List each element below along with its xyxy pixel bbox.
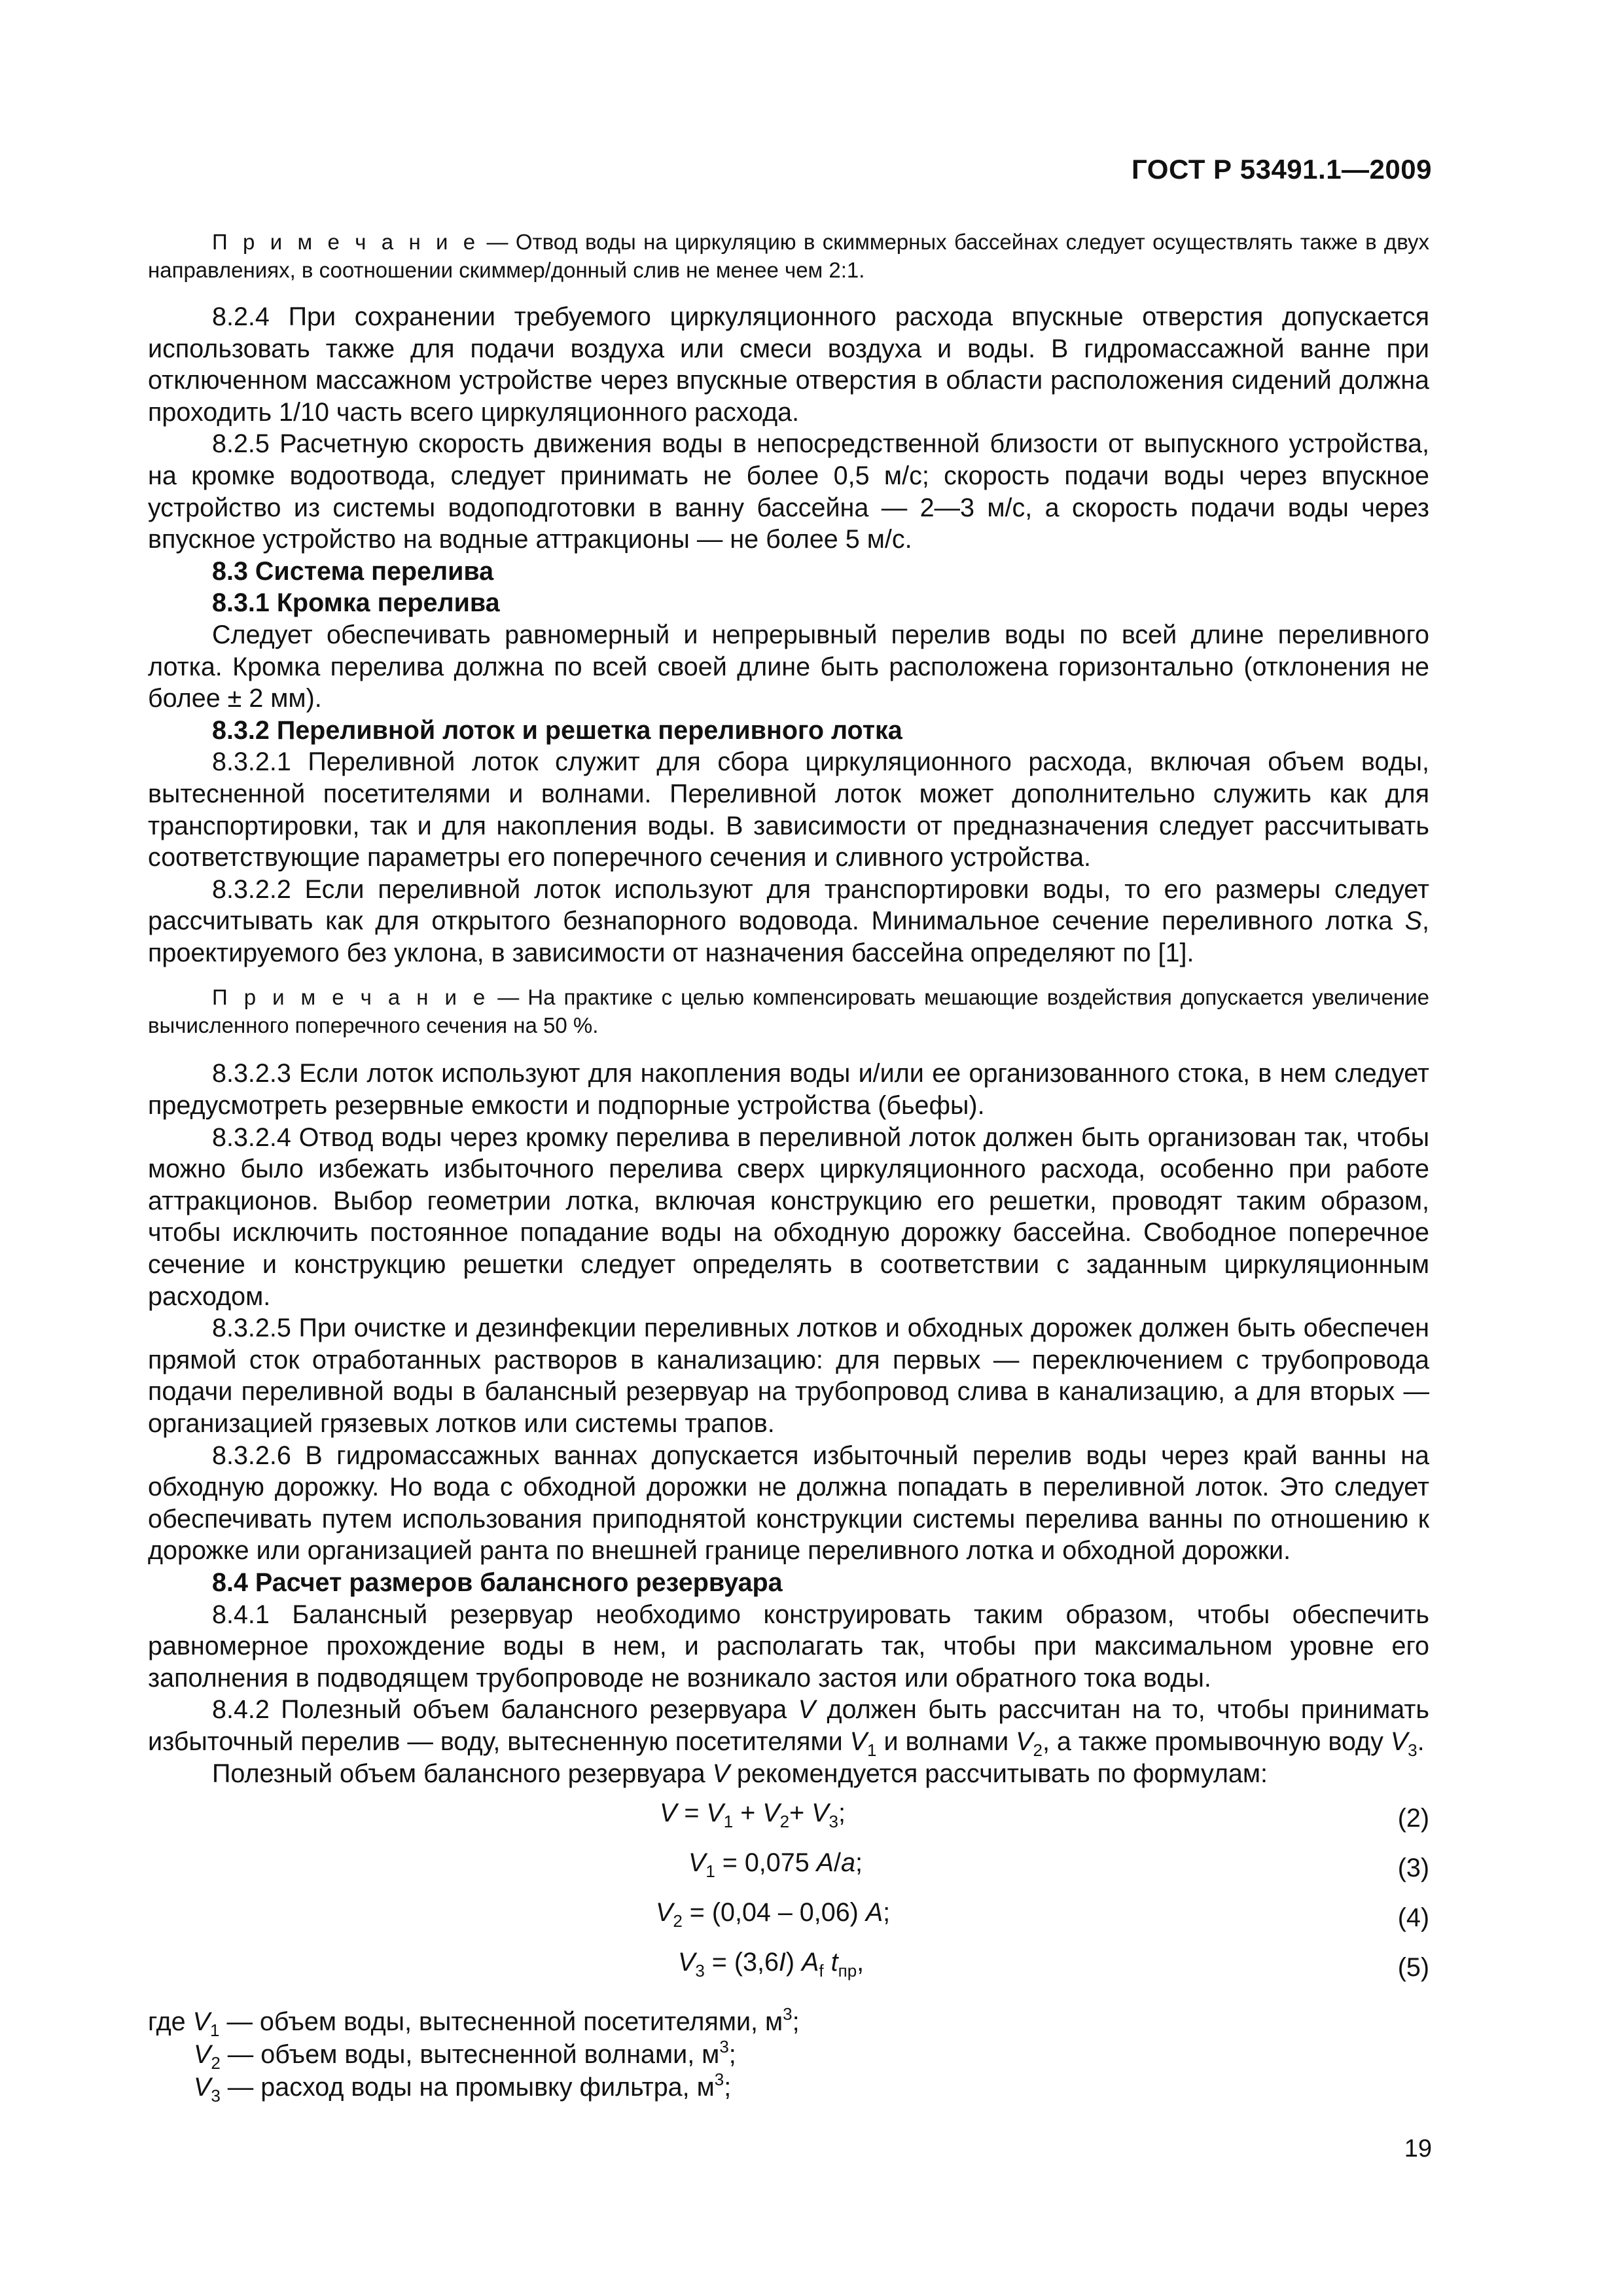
definition-v1: где $V_1$ — объем воды, вытесненной посетителями, $м^3$;: [148, 2004, 800, 2041]
paragraph-8-2-4: 8.2.4 При сохранении требуемого циркуляционного расхода впускные отверстия допускается использовать также для подачи воздуха или смеси воздуха и воды. В гидромассажной ванне при отключенном массажном устройстве через впускные отверстия в области расположения сидений должна проходить 1/10 часть всего циркуляционного расхода.: [148, 302, 1429, 427]
text-part: , а также промывочную воду: [1042, 1727, 1391, 1756]
variable-v3: V: [1390, 1727, 1408, 1756]
text-part: 8.4.2 Полезный объем балансного резервуара: [212, 1695, 798, 1725]
superscript: 3: [719, 2037, 729, 2057]
text-part: должен быть рассчитан на то, чтобы принимать избыточный перелив — воду, вытесненную посетителями: [148, 1695, 1430, 1756]
formula-5: [148, 1939, 1429, 1988]
heading-8-3-2: 8.3.2 Переливной лоток и решетка переливного лотка: [212, 715, 902, 745]
formula-number: (3): [1397, 1854, 1429, 1883]
definition-end: ;: [792, 2007, 800, 2037]
paragraph-8-3-2-2-part2: , проектируемого без уклона, в зависимости от назначения бассейна определяют по [1].: [148, 906, 1429, 967]
text-part: Полезный объем балансного резервуара: [212, 1759, 713, 1788]
paragraph-8-3-1: Следует обеспечивать равномерный и непрерывный перелив воды по всей длине переливного лотка. Кромка перелива должна по всей своей длине быть расположена горизонтально (отклонения не более ± 2 мм).: [148, 620, 1429, 713]
formula-2: [148, 1789, 1429, 1839]
note-skimmer: [148, 228, 1429, 284]
paragraph-formulas-intro: [148, 1758, 1429, 1790]
subscript: 2: [1033, 1740, 1043, 1760]
subscript: 1: [210, 2020, 220, 2041]
paragraph-8-3-2-5: 8.3.2.5 При очистке и дезинфекции переливных лотков и обходных дорожек должен быть обеспечен прямой сток отработанных растворов в канализацию: для первых — переключением с трубопровода подачи переливной воды в балансный резервуар на трубопровод слива в канализацию, а для вторых — организацией грязевых лотков или системы трапов.: [148, 1314, 1429, 1438]
definition-v2: $V_2$ — объем воды, вытесненной волнами, $м^3$;: [194, 2037, 736, 2073]
variable-v1: V: [849, 1727, 867, 1756]
subscript: 1: [867, 1740, 877, 1760]
formula-number: (4): [1397, 1903, 1429, 1933]
superscript: 3: [714, 2070, 724, 2090]
formula-expression: $V_3 = (3,6I)$ $A_f$ $t_{пр}$,: [678, 1948, 865, 1981]
definition-text: — объем воды, вытесненной посетителями, м: [219, 2007, 783, 2037]
note-text: — На практике с целью компенсировать мешающие воздействия допускается увеличение вычисленного поперечного сечения на 50 %.: [148, 985, 1429, 1038]
paragraph-8-3-2-1: 8.3.2.1 Переливной лоток служит для сбора циркуляционного расхода, включая объем воды, вытесненной посетителями и волнами. Переливной лоток может дополнительно служить как для транспортировки, так и для накопления воды. В зависимости от предназначения следует рассчитывать соответствующие параметры его поперечного сечения и сливного устройства.: [148, 747, 1429, 872]
variable-v2: V: [1016, 1727, 1033, 1756]
formula-3: [148, 1839, 1429, 1889]
text-part: .: [1417, 1727, 1425, 1756]
variable-s: S: [1404, 906, 1423, 936]
document-header: ГОСТ Р 53491.1—2009: [1132, 154, 1432, 185]
paragraph-8-3-2-6: 8.3.2.6 В гидромассажных ваннах допускается избыточный перелив воды через край ванны на обходную дорожку. Но вода с обходной дорожки не должна попадать в переливной лоток. Это следует обеспечивать путем использования приподнятой конструкции системы перелива ванны по отношению к дорожке или организацией ранта по внешней границе переливного лотка и обходной дорожки.: [148, 1441, 1429, 1566]
paragraph-8-2-5: 8.2.5 Расчетную скорость движения воды в непосредственной близости от выпускного устройства, на кромке водоотвода, следует принимать не более 0,5 м/с; скорость подачи воды через впускное устройство из системы водоподготовки в ванну бассейна — 2—3 м/с, а скорость подачи воды через впускное устройство на водные аттракционы — не более 5 м/с.: [148, 429, 1429, 554]
paragraph-8-4-1: 8.4.1 Балансный резервуар необходимо конструировать таким образом, чтобы обеспечить равномерное прохождение воды в нем, и располагать так, чтобы при максимальном уровне его заполнения в подводящем трубопроводе не возникало застоя или обратного тока воды.: [148, 1600, 1429, 1693]
note-text: — Отвод воды на циркуляцию в скиммерных бассейнах следует осуществлять также в двух направлениях, в соотношении скиммер/донный слив не менее чем 2:1.: [148, 230, 1429, 282]
text-part: рекомендуется рассчитывать по формулам:: [729, 1759, 1268, 1788]
formula-number: (5): [1397, 1953, 1429, 1982]
page-number: 19: [1404, 2135, 1432, 2162]
formula-expression: $V_2 = (0,04 - 0,06)$ A;: [656, 1898, 891, 1931]
where-prefix: где: [148, 2007, 186, 2037]
note-label: П р и м е ч а н и е: [212, 230, 480, 254]
variable-definitions: [148, 2005, 1429, 2104]
heading-8-3: 8.3 Система перелива: [212, 556, 494, 586]
definition-text: — объем воды, вытесненной волнами, м: [220, 2040, 720, 2070]
formula-4: [148, 1889, 1429, 1939]
page-content: [148, 228, 1429, 2104]
paragraph-8-3-2-2: [148, 874, 1429, 969]
definition-v3: $V_3$ — расход воды на промывку фильтра, $м^3$;: [194, 2070, 732, 2106]
subscript: 3: [1408, 1740, 1418, 1760]
formula-expression: $V = V_1 + V_2+ V_3$;: [660, 1799, 846, 1832]
heading-8-4: 8.4 Расчет размеров балансного резервуара: [212, 1568, 783, 1597]
paragraph-8-3-2-3: 8.3.2.3 Если лоток используют для накопления воды и/или ее организованного стока, в нем следует предусмотреть резервные емкости и подпорные устройства (бьефы).: [148, 1059, 1429, 1121]
superscript: 3: [783, 2004, 793, 2024]
text-part: и волнами: [876, 1727, 1016, 1756]
definition-end: ;: [724, 2073, 732, 2102]
note-section-increase: [148, 983, 1429, 1039]
subscript: 2: [211, 2053, 221, 2073]
definition-text: — расход воды на промывку фильтра, м: [220, 2073, 715, 2102]
note-label: П р и м е ч а н и е: [212, 985, 490, 1010]
heading-8-3-1: 8.3.1 Кромка перелива: [212, 588, 500, 618]
subscript: 3: [211, 2086, 221, 2106]
definition-end: ;: [728, 2040, 736, 2070]
formula-number: (2): [1397, 1804, 1429, 1833]
formula-expression: $V_1 = 0,075$ A/a;: [688, 1848, 863, 1882]
paragraph-8-4-2: [148, 1694, 1430, 1760]
paragraph-8-3-2-4: 8.3.2.4 Отвод воды через кромку перелива в переливной лоток должен быть организован так, чтобы можно было избежать избыточного перелива сверх циркуляционного расхода, особенно при работе аттракционов. Выбор геометрии лотка, включая конструкцию его решетки, проводят таким образом, чтобы исключить постоянное попадание воды на обходную дорожку бассейна. Свободное поперечное сечение и конструкцию решетки следует определять в соответствии с заданным циркуляционным расходом.: [148, 1122, 1429, 1311]
variable-v: V: [798, 1695, 816, 1725]
paragraph-8-3-2-2-part1: 8.3.2.2 Если переливной лоток используют для транспортировки воды, то его размеры следует рассчитывать как для открытого безнапорного водовода. Минимальное сечение переливного лотка: [148, 874, 1429, 936]
variable-v: V: [712, 1759, 730, 1788]
